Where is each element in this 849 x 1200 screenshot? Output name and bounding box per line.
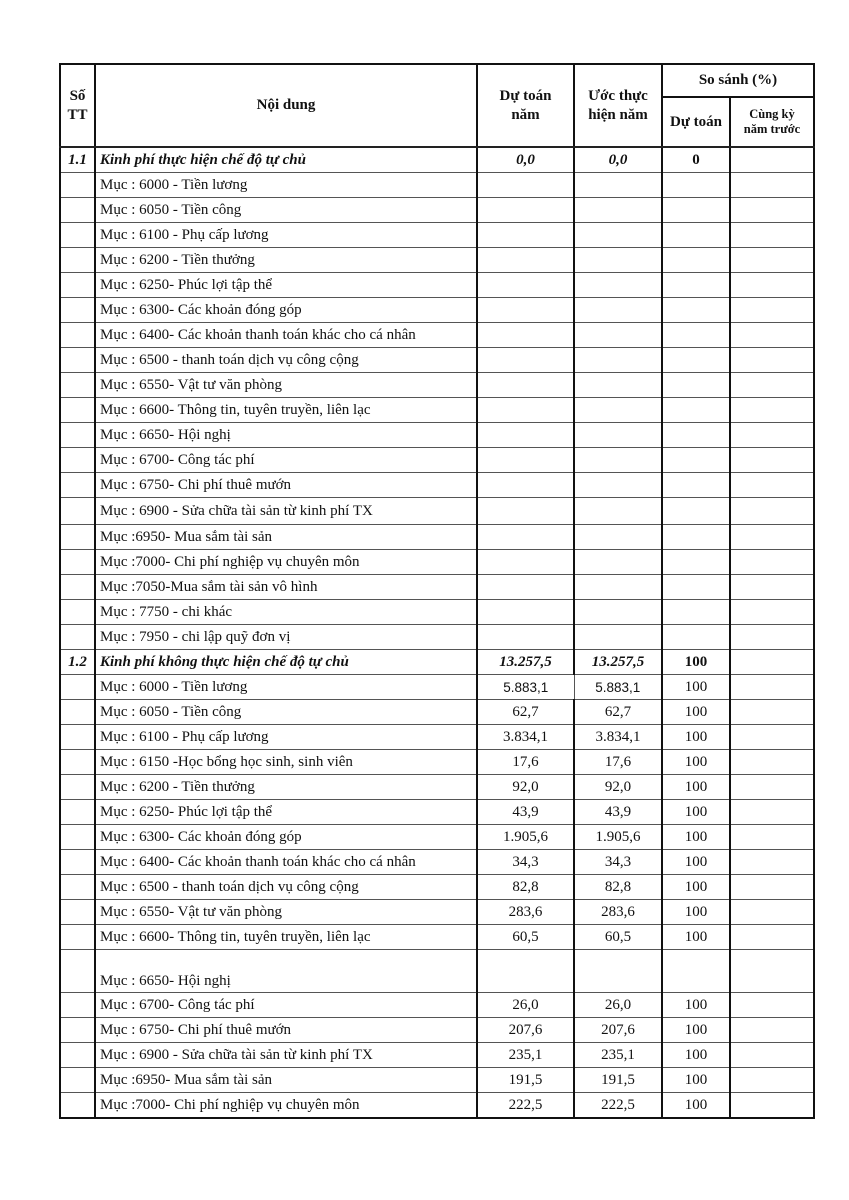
row-stt — [60, 993, 95, 1018]
table-body — [60, 147, 814, 1118]
row-uoc-thuc-hien: 60,5 — [574, 925, 662, 950]
row-stt — [60, 423, 95, 448]
table-row — [60, 248, 814, 273]
table-row — [60, 675, 814, 700]
row-ss-cung-ky — [730, 675, 814, 700]
row-ss-cung-ky — [730, 173, 814, 198]
row-uoc-thuc-hien — [574, 525, 662, 550]
row-uoc-thuc-hien: 43,9 — [574, 800, 662, 825]
row-stt — [60, 775, 95, 800]
row-ss-du-toan: 100 — [662, 800, 730, 825]
row-label: Mục :7050-Mua sắm tài sản vô hình — [95, 575, 477, 600]
row-ss-du-toan — [662, 323, 730, 348]
row-uoc-thuc-hien — [574, 398, 662, 423]
row-label: Mục : 6750- Chi phí thuê mướn — [95, 473, 477, 498]
row-label: Mục : 7950 - chi lập quỹ đơn vị — [95, 625, 477, 650]
row-ss-du-toan — [662, 223, 730, 248]
row-du-toan: 283,6 — [477, 900, 574, 925]
row-label: Mục :6950- Mua sắm tài sản — [95, 1068, 477, 1093]
row-stt — [60, 273, 95, 298]
row-du-toan — [477, 323, 574, 348]
row-ss-du-toan: 100 — [662, 700, 730, 725]
table-row — [60, 550, 814, 575]
table-row — [60, 993, 814, 1018]
row-ss-cung-ky — [730, 750, 814, 775]
row-du-toan — [477, 448, 574, 473]
row-ss-du-toan: 100 — [662, 1093, 730, 1119]
row-ss-cung-ky — [730, 498, 814, 525]
table-row — [60, 875, 814, 900]
row-stt — [60, 1068, 95, 1093]
row-uoc-thuc-hien — [574, 600, 662, 625]
row-du-toan: 26,0 — [477, 993, 574, 1018]
section-row — [60, 650, 814, 675]
row-ss-du-toan — [662, 248, 730, 273]
section-title: Kinh phí không thực hiện chế độ tự chủ — [95, 650, 477, 675]
row-label: Mục : 6100 - Phụ cấp lương — [95, 223, 477, 248]
row-ss-du-toan — [662, 525, 730, 550]
table-row — [60, 473, 814, 498]
row-ss-cung-ky — [730, 525, 814, 550]
row-uoc-thuc-hien: 235,1 — [574, 1043, 662, 1068]
section-du-toan: 13.257,5 — [477, 650, 574, 675]
row-ss-cung-ky — [730, 775, 814, 800]
row-label: Mục : 6050 - Tiền công — [95, 700, 477, 725]
row-stt — [60, 1093, 95, 1119]
row-stt — [60, 323, 95, 348]
row-uoc-thuc-hien — [574, 575, 662, 600]
row-ss-cung-ky — [730, 875, 814, 900]
row-ss-cung-ky — [730, 800, 814, 825]
row-uoc-thuc-hien: 92,0 — [574, 775, 662, 800]
row-ss-du-toan: 100 — [662, 875, 730, 900]
row-label: Mục : 6050 - Tiền công — [95, 198, 477, 223]
row-label: Mục : 6400- Các khoản thanh toán khác cho cá nhân — [95, 850, 477, 875]
row-ss-cung-ky — [730, 575, 814, 600]
header-stt-line2: TT — [67, 106, 88, 123]
row-du-toan: 3.834,1 — [477, 725, 574, 750]
row-ss-du-toan — [662, 575, 730, 600]
row-ss-du-toan — [662, 373, 730, 398]
row-ss-cung-ky — [730, 1018, 814, 1043]
row-stt — [60, 348, 95, 373]
row-stt — [60, 448, 95, 473]
table-row — [60, 775, 814, 800]
row-du-toan: 5.883,1 — [477, 675, 574, 700]
row-ss-du-toan — [662, 198, 730, 223]
row-label: Mục :7000- Chi phí nghiệp vụ chuyên môn — [95, 550, 477, 575]
row-ss-du-toan — [662, 423, 730, 448]
row-ss-cung-ky — [730, 198, 814, 223]
row-ss-cung-ky — [730, 373, 814, 398]
row-du-toan — [477, 625, 574, 650]
row-stt — [60, 825, 95, 850]
row-du-toan — [477, 273, 574, 298]
row-du-toan: 92,0 — [477, 775, 574, 800]
row-uoc-thuc-hien: 26,0 — [574, 993, 662, 1018]
row-ss-du-toan — [662, 173, 730, 198]
row-label: Mục : 6550- Vật tư văn phòng — [95, 900, 477, 925]
section-ss-du-toan: 100 — [662, 650, 730, 675]
row-ss-du-toan — [662, 600, 730, 625]
row-du-toan: 60,5 — [477, 925, 574, 950]
row-uoc-thuc-hien — [574, 173, 662, 198]
row-uoc-thuc-hien: 283,6 — [574, 900, 662, 925]
row-du-toan: 1.905,6 — [477, 825, 574, 850]
row-uoc-thuc-hien — [574, 223, 662, 248]
row-label: Mục : 6650- Hội nghị — [95, 423, 477, 448]
row-stt — [60, 675, 95, 700]
row-du-toan — [477, 248, 574, 273]
row-uoc-thuc-hien — [574, 550, 662, 575]
table-row — [60, 800, 814, 825]
header-du-toan-nam — [477, 64, 574, 147]
row-label: Mục : 6150 -Học bổng học sinh, sinh viên — [95, 750, 477, 775]
row-ss-du-toan: 100 — [662, 725, 730, 750]
table-row — [60, 1018, 814, 1043]
row-label: Mục : 6600- Thông tin, tuyên truyền, liên lạc — [95, 925, 477, 950]
row-stt — [60, 575, 95, 600]
row-ss-du-toan — [662, 298, 730, 323]
row-du-toan — [477, 550, 574, 575]
row-ss-du-toan — [662, 398, 730, 423]
row-du-toan: 207,6 — [477, 1018, 574, 1043]
row-ss-du-toan: 100 — [662, 1043, 730, 1068]
row-du-toan — [477, 498, 574, 525]
table-row — [60, 298, 814, 323]
table-row — [60, 725, 814, 750]
row-label: Mục : 6250- Phúc lợi tập thể — [95, 800, 477, 825]
row-uoc-thuc-hien: 62,7 — [574, 700, 662, 725]
section-ss-du-toan: 0 — [662, 147, 730, 173]
row-label: Mục : 6300- Các khoản đóng góp — [95, 298, 477, 323]
row-uoc-thuc-hien: 3.834,1 — [574, 725, 662, 750]
row-ss-du-toan — [662, 625, 730, 650]
table-row — [60, 1068, 814, 1093]
row-ss-du-toan: 100 — [662, 675, 730, 700]
row-du-toan — [477, 600, 574, 625]
row-uoc-thuc-hien — [574, 625, 662, 650]
row-stt — [60, 498, 95, 525]
row-label: Mục :7000- Chi phí nghiệp vụ chuyên môn — [95, 1093, 477, 1119]
row-du-toan — [477, 223, 574, 248]
row-ss-du-toan: 100 — [662, 850, 730, 875]
row-uoc-thuc-hien: 1.905,6 — [574, 825, 662, 850]
row-du-toan — [477, 373, 574, 398]
row-label: Mục : 6700- Công tác phí — [95, 448, 477, 473]
section-title: Kinh phí thực hiện chế độ tự chủ — [95, 147, 477, 173]
header-stt — [60, 64, 95, 147]
row-uoc-thuc-hien — [574, 248, 662, 273]
row-stt — [60, 850, 95, 875]
table-row — [60, 900, 814, 925]
row-ss-cung-ky — [730, 298, 814, 323]
row-stt — [60, 700, 95, 725]
header-so-sanh: So sánh (%) — [662, 64, 814, 97]
row-uoc-thuc-hien — [574, 198, 662, 223]
row-ss-du-toan: 100 — [662, 1068, 730, 1093]
budget-table — [59, 63, 815, 1119]
row-uoc-thuc-hien — [574, 950, 662, 993]
row-label: Mục : 6500 - thanh toán dịch vụ công cộng — [95, 348, 477, 373]
row-label: Mục : 6550- Vật tư văn phòng — [95, 373, 477, 398]
row-stt — [60, 550, 95, 575]
header-du-toan-nam-line1: Dự toán — [499, 87, 552, 104]
row-ss-du-toan — [662, 273, 730, 298]
row-label: Mục : 6000 - Tiền lương — [95, 675, 477, 700]
table-row — [60, 625, 814, 650]
row-ss-du-toan — [662, 498, 730, 525]
row-ss-cung-ky — [730, 348, 814, 373]
row-stt — [60, 525, 95, 550]
row-ss-cung-ky — [730, 398, 814, 423]
table-row — [60, 198, 814, 223]
row-label: Mục : 6200 - Tiền thưởng — [95, 775, 477, 800]
section-du-toan: 0,0 — [477, 147, 574, 173]
row-du-toan — [477, 173, 574, 198]
section-uoc-thuc-hien: 0,0 — [574, 147, 662, 173]
row-ss-cung-ky — [730, 323, 814, 348]
row-ss-cung-ky — [730, 473, 814, 498]
table-row — [60, 1093, 814, 1119]
row-ss-du-toan — [662, 950, 730, 993]
row-du-toan — [477, 298, 574, 323]
table-row — [60, 423, 814, 448]
section-ss-cung-ky — [730, 650, 814, 675]
row-uoc-thuc-hien: 82,8 — [574, 875, 662, 900]
row-label: Mục : 6500 - thanh toán dịch vụ công cộng — [95, 875, 477, 900]
row-uoc-thuc-hien: 5.883,1 — [574, 675, 662, 700]
row-label: Mục : 6650- Hội nghị — [95, 950, 477, 993]
row-uoc-thuc-hien — [574, 498, 662, 525]
row-du-toan: 191,5 — [477, 1068, 574, 1093]
row-ss-du-toan: 100 — [662, 775, 730, 800]
row-ss-du-toan: 100 — [662, 900, 730, 925]
row-label: Mục : 6900 - Sửa chữa tài sản từ kinh phí TX — [95, 498, 477, 525]
row-ss-cung-ky — [730, 423, 814, 448]
row-ss-cung-ky — [730, 900, 814, 925]
row-stt — [60, 248, 95, 273]
table-row — [60, 398, 814, 423]
row-du-toan — [477, 398, 574, 423]
section-stt: 1.2 — [60, 650, 95, 675]
table-row — [60, 700, 814, 725]
row-stt — [60, 750, 95, 775]
row-ss-du-toan: 100 — [662, 750, 730, 775]
table-row — [60, 825, 814, 850]
row-uoc-thuc-hien — [574, 273, 662, 298]
row-label: Mục : 6300- Các khoản đóng góp — [95, 825, 477, 850]
section-row — [60, 147, 814, 173]
row-uoc-thuc-hien — [574, 348, 662, 373]
row-stt — [60, 198, 95, 223]
row-label: Mục : 6700- Công tác phí — [95, 993, 477, 1018]
header-du-toan-nam-line2: năm — [511, 106, 540, 123]
table-row — [60, 448, 814, 473]
table-row — [60, 925, 814, 950]
header-cung-ky-line2: năm trước — [743, 122, 801, 136]
row-ss-du-toan: 100 — [662, 825, 730, 850]
row-stt — [60, 625, 95, 650]
row-ss-du-toan — [662, 348, 730, 373]
header-uoc-thuc-hien — [574, 64, 662, 147]
table-row — [60, 348, 814, 373]
row-ss-cung-ky — [730, 1043, 814, 1068]
row-label: Mục : 6900 - Sửa chữa tài sản từ kinh phí TX — [95, 1043, 477, 1068]
row-stt — [60, 725, 95, 750]
table-row — [60, 575, 814, 600]
row-label: Mục : 6400- Các khoản thanh toán khác cho cá nhân — [95, 323, 477, 348]
row-stt — [60, 398, 95, 423]
row-ss-cung-ky — [730, 273, 814, 298]
table-header — [60, 64, 814, 147]
table-row — [60, 273, 814, 298]
row-du-toan — [477, 473, 574, 498]
row-ss-du-toan: 100 — [662, 925, 730, 950]
row-label: Mục : 6200 - Tiền thưởng — [95, 248, 477, 273]
row-stt — [60, 173, 95, 198]
table-row — [60, 525, 814, 550]
row-ss-du-toan — [662, 550, 730, 575]
table-row — [60, 173, 814, 198]
row-label: Mục : 6750- Chi phí thuê mướn — [95, 1018, 477, 1043]
row-du-toan: 62,7 — [477, 700, 574, 725]
table-row — [60, 498, 814, 525]
row-stt — [60, 900, 95, 925]
table-row — [60, 750, 814, 775]
row-du-toan — [477, 198, 574, 223]
row-stt — [60, 800, 95, 825]
row-stt — [60, 600, 95, 625]
row-ss-cung-ky — [730, 700, 814, 725]
table-row — [60, 850, 814, 875]
row-du-toan: 34,3 — [477, 850, 574, 875]
row-ss-du-toan — [662, 448, 730, 473]
row-ss-cung-ky — [730, 950, 814, 993]
row-ss-cung-ky — [730, 1068, 814, 1093]
row-du-toan: 43,9 — [477, 800, 574, 825]
row-du-toan: 235,1 — [477, 1043, 574, 1068]
row-label: Mục : 6250- Phúc lợi tập thể — [95, 273, 477, 298]
row-stt — [60, 1018, 95, 1043]
row-ss-du-toan — [662, 473, 730, 498]
row-du-toan — [477, 950, 574, 993]
row-label: Mục :6950- Mua sắm tài sản — [95, 525, 477, 550]
header-ss-du-toan: Dự toán — [662, 97, 730, 147]
row-ss-cung-ky — [730, 1093, 814, 1119]
header-uoc-thuc-hien-line1: Ước thực — [588, 87, 648, 104]
row-uoc-thuc-hien — [574, 448, 662, 473]
row-uoc-thuc-hien: 207,6 — [574, 1018, 662, 1043]
row-stt — [60, 925, 95, 950]
row-ss-cung-ky — [730, 550, 814, 575]
row-ss-cung-ky — [730, 850, 814, 875]
row-du-toan — [477, 423, 574, 448]
row-stt — [60, 298, 95, 323]
row-du-toan — [477, 525, 574, 550]
row-ss-cung-ky — [730, 925, 814, 950]
header-stt-line1: Số — [69, 87, 86, 104]
row-du-toan: 222,5 — [477, 1093, 574, 1119]
table-row — [60, 373, 814, 398]
row-stt — [60, 875, 95, 900]
table-row — [60, 223, 814, 248]
row-label: Mục : 6100 - Phụ cấp lương — [95, 725, 477, 750]
table-row — [60, 323, 814, 348]
row-du-toan — [477, 575, 574, 600]
row-ss-du-toan: 100 — [662, 993, 730, 1018]
row-ss-cung-ky — [730, 725, 814, 750]
row-stt — [60, 373, 95, 398]
section-ss-cung-ky — [730, 147, 814, 173]
row-du-toan: 82,8 — [477, 875, 574, 900]
row-uoc-thuc-hien — [574, 323, 662, 348]
row-stt — [60, 950, 95, 993]
row-ss-cung-ky — [730, 248, 814, 273]
section-stt: 1.1 — [60, 147, 95, 173]
table-row — [60, 950, 814, 993]
header-cung-ky — [730, 97, 814, 147]
row-uoc-thuc-hien: 191,5 — [574, 1068, 662, 1093]
row-uoc-thuc-hien — [574, 423, 662, 448]
row-ss-du-toan: 100 — [662, 1018, 730, 1043]
header-uoc-thuc-hien-line2: hiện năm — [588, 106, 648, 123]
row-ss-cung-ky — [730, 993, 814, 1018]
row-ss-cung-ky — [730, 223, 814, 248]
row-uoc-thuc-hien — [574, 298, 662, 323]
row-ss-cung-ky — [730, 600, 814, 625]
section-uoc-thuc-hien: 13.257,5 — [574, 650, 662, 675]
header-cung-ky-line1: Cùng kỳ — [749, 107, 795, 121]
row-uoc-thuc-hien: 34,3 — [574, 850, 662, 875]
row-uoc-thuc-hien: 222,5 — [574, 1093, 662, 1119]
row-stt — [60, 473, 95, 498]
row-ss-cung-ky — [730, 625, 814, 650]
row-ss-cung-ky — [730, 448, 814, 473]
row-label: Mục : 6600- Thông tin, tuyên truyền, liên lạc — [95, 398, 477, 423]
row-ss-cung-ky — [730, 825, 814, 850]
row-uoc-thuc-hien — [574, 373, 662, 398]
row-uoc-thuc-hien — [574, 473, 662, 498]
row-stt — [60, 1043, 95, 1068]
row-uoc-thuc-hien: 17,6 — [574, 750, 662, 775]
header-noi-dung: Nội dung — [95, 64, 477, 147]
row-label: Mục : 6000 - Tiền lương — [95, 173, 477, 198]
row-label: Mục : 7750 - chi khác — [95, 600, 477, 625]
table-row — [60, 1043, 814, 1068]
row-stt — [60, 223, 95, 248]
row-du-toan — [477, 348, 574, 373]
row-du-toan: 17,6 — [477, 750, 574, 775]
table-row — [60, 600, 814, 625]
